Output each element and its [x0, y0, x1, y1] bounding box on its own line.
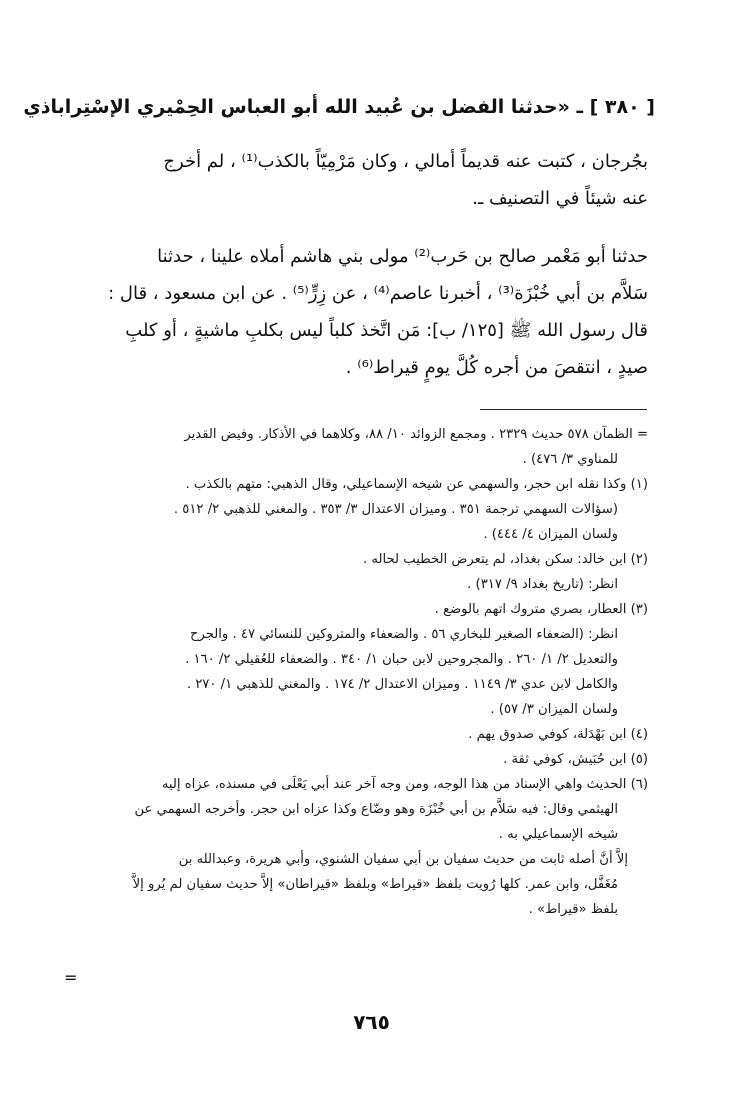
page-number: ٧٦٥ — [353, 1010, 390, 1034]
entry-intro — [93, 143, 648, 217]
entry-heading: [ ٣٨٠ ] ـ «حدثنا الفضل بن عُبيد الله أبو العباس الحِمْيري الإسْتِراباذي — [23, 96, 655, 118]
intro-line: عنه شيئاً في التصنيف ـ. — [472, 188, 648, 209]
footnote-line: ولسان الميزان ٤/ ٤٤٤) . — [483, 527, 618, 542]
footnote-line: شيخه الإسماعيلي به . — [498, 827, 618, 842]
footnote-line: بلفظ «قيراط» . — [528, 902, 618, 917]
continuation-marker: = — [64, 968, 78, 987]
footnote-line: انظر: (تاريخ بغداد ٩/ ٣١٧) . — [467, 577, 618, 592]
footnote-line: والتعديل ٢/ ١/ ٢٦٠ . والمجروحين لابن حبان ١/ ٣٤٠ . والضعفاء للعُقيلي ٢/ ١٦٠ . — [185, 652, 618, 667]
footnote-line: للمناوي ٣/ ٤٧٦) . — [522, 452, 618, 467]
hadith-text — [93, 238, 648, 386]
footnotes — [92, 422, 648, 922]
footnote-line: الهيثمي وقال: فيه سَلاَّم بن أبي خُبْزَة وهو وضّاع وكذا عزاه ابن حجر. وأخرجه السهمي عن — [134, 802, 618, 817]
hadith-line: حدثنا أبو مَعْمر صالح بن حَرب⁽²⁾ مولى بني هاشم أملاه علينا ، حدثنا — [157, 246, 648, 267]
intro-line: بجُرجان ، كتبت عنه قديماً أمالي ، وكان مَرْمِيّاً بالكذب⁽¹⁾ ، لم أخرج — [163, 151, 648, 172]
hadith-line: صيدٍ ، انتقصَ من أجره كُلَّ يومٍ قيراط⁽⁶⁾ . — [345, 357, 648, 378]
footnote-line: والكامل لابن عدي ٣/ ١١٤٩ . وميزان الاعتدال ٢/ ١٧٤ . والمغني للذهبي ١/ ٢٧٠ . — [186, 677, 618, 692]
hadith-line: سَلاَّم بن أبي خُبْزَة⁽³⁾ ، أخبرنا عاصم⁽⁴⁾ ، عن زِرٍّ⁽⁵⁾ . عن ابن مسعود ، قال : — [108, 283, 648, 304]
footnote-line: (سؤالات السهمي ترجمة ٣٥١ . وميزان الاعتدال ٣/ ٣٥٣ . والمغني للذهبي ٢/ ٥١٢ . — [173, 502, 618, 517]
footnote-line: ولسان الميزان ٣/ ٥٧) . — [490, 702, 618, 717]
footnote-line: إلاَّ أنَّ أصله ثابت من حديث سفيان بن أبي سفيان الشنوي، وأبي هريرة، وعبدالله بن — [178, 852, 628, 867]
hadith-line: قال رسول الله ﷺ [١٢٥/ ب]: مَن اتَّخذ كلباً ليس بكلبِ ماشيةٍ ، أو كلبِ — [125, 320, 648, 341]
footnote-line: (٦) الحديث واهي الإسناد من هذا الوجه، ومن وجه آخر عند أبي يَعْلَى في مسنده، عزاه إليه — [161, 777, 648, 792]
footnote-line: = الظمآن ٥٧٨ حديث ٢٣٢٩ . ومجمع الزوائد ١٠/ ٨٨، وكلاهما في الأذكار. وفيض القدير — [184, 427, 648, 442]
footnote-line: (٤) ابن بَهْدَلة، كوفي صدوق يهم . — [468, 727, 648, 742]
footnote-line: (١) وكذا نقله ابن حجر، والسهمي عن شيخه الإسماعيلي، وقال الذهبي: متهم بالكذب . — [185, 477, 648, 492]
footnote-line: مُغَفَّل، وابن عمر. كلها رُويت بلفظ «قيراط» وبلفظ «قيراطان» إلاَّ حديث سفيان لم يُرو إلاَّ — [132, 877, 618, 892]
footnote-line: (٢) ابن خالد: سكن بغداد، لم يتعرض الخطيب لحاله . — [363, 552, 648, 567]
footnote-separator — [480, 409, 647, 410]
footnote-line: (٣) العطار، بصري متروك اتهم بالوضع . — [434, 602, 648, 617]
footnote-line: انظر: (الضعفاء الصغير للبخاري ٥٦ . والضعفاء والمتروكين للنسائي ٤٧ . والجرح — [189, 627, 618, 642]
footnote-line: (٥) ابن حُبَيش، كوفي ثقة . — [503, 752, 648, 767]
